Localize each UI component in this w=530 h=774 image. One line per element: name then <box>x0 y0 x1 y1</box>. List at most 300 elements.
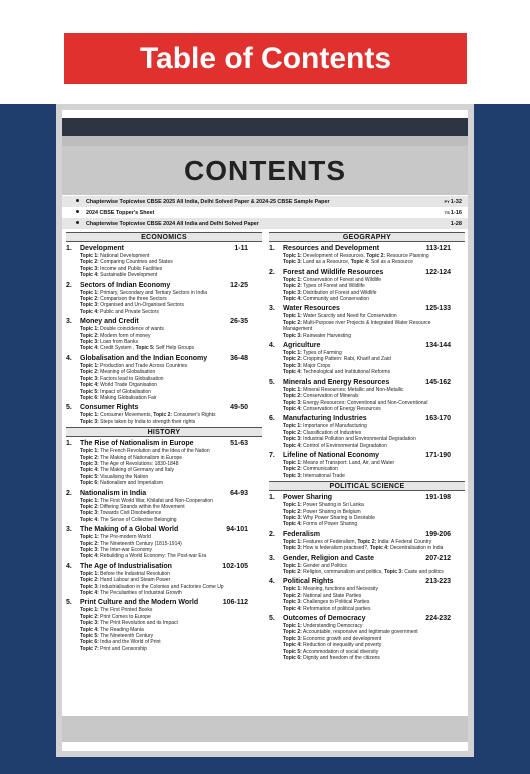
paper-row <box>62 207 468 218</box>
topic-label: Topic 4: <box>283 642 302 649</box>
topic-label: Topic 1: <box>283 253 302 259</box>
topic-text: Cropping Pattern: Rabi, Kharif and Zaid <box>301 356 391 363</box>
chapter-title: Political Rights <box>283 578 334 586</box>
topic-line <box>66 309 262 315</box>
topic-label: Topic 2: <box>80 296 99 303</box>
paper-title: 2024 CBSE Topper's Sheet <box>86 209 155 216</box>
chapter-title: Minerals and Energy Resources <box>283 378 390 386</box>
chapter-number: 1. <box>269 245 275 252</box>
topic-text: Hand Labour and Steam Power <box>98 577 171 584</box>
chapter-pages: 1-11 <box>234 245 248 252</box>
chapter-entry <box>66 439 262 486</box>
topic-label: Topic 1: <box>80 448 99 455</box>
topic-text: Why Power Sharing is Desirable <box>301 514 375 521</box>
topic-label: Topic 1: <box>80 289 99 296</box>
topic-label: Topic 2: <box>283 592 302 599</box>
chapter-number: 2. <box>269 530 275 538</box>
topic-text: Impact of Globalisation <box>98 388 152 395</box>
topic-text: Towards Civil Disobedience <box>98 510 162 517</box>
chapter-title: Nationalism in India <box>80 489 147 497</box>
right-column <box>269 232 465 663</box>
chapter-pages: 51-63 <box>230 440 248 448</box>
topic-label: Topic 3: <box>80 302 99 309</box>
topic-label: Topic 3: <box>80 460 99 467</box>
topic-text: Energy Resources: Conventional and Non-Conventional <box>301 399 428 406</box>
topic-label: Topic 3: <box>283 545 302 552</box>
topic-label: Topic 1: <box>283 276 302 283</box>
chapter-number: 1. <box>269 494 275 502</box>
topic-line <box>66 553 262 559</box>
topic-text: Multi-Purpose river Projects & Integrated Water Resource <box>301 319 431 326</box>
chapter-pages: 163-170 <box>425 415 451 423</box>
topic-text: Double coincidence of wants <box>98 326 164 333</box>
chapter-title: Federalism <box>283 530 320 538</box>
topic-text: Mineral Resources: Metallic and Non-Metallic <box>301 386 404 393</box>
topic-label: Topic 4: <box>80 516 99 523</box>
chapter-entry <box>269 493 465 528</box>
topic-line <box>66 480 262 486</box>
topic-text: Meaning of Globalisation <box>98 369 156 376</box>
topic-label: Topic 1: <box>80 253 99 259</box>
topic-text: Development of Resources, <box>301 253 367 259</box>
topic-label: Topic 3: <box>80 339 99 346</box>
top-grey-band <box>62 136 468 146</box>
topic-label: Topic 4: <box>283 605 302 612</box>
topic-text: The Print Revolution and its Impact <box>98 620 178 627</box>
topic-text: The Age of Revolutions: 1830-1848 <box>98 460 179 467</box>
chapter-entry <box>66 354 262 401</box>
chapter-entry <box>269 304 465 339</box>
topic-text: The First World War, Khilafat and Non-Cooperation <box>98 497 213 504</box>
topic-text: Reduction of inequality and poverty <box>301 642 382 649</box>
topic-text: The First Printed Books <box>98 607 153 614</box>
topic-label: Topic 4: <box>80 308 99 315</box>
topic-label: Topic 2: <box>366 253 386 259</box>
chapter-row <box>269 614 465 623</box>
section-heading: ECONOMICS <box>66 232 262 242</box>
topic-text: Power Sharing in Sri Lanka <box>301 502 364 509</box>
chapter-number: 2. <box>66 489 72 497</box>
topic-label: Topic 4: <box>80 272 99 279</box>
chapter-row <box>66 317 262 326</box>
topic-text: Community and Conservation <box>301 296 370 303</box>
topic-text: Comparison the three Sectors <box>98 296 167 303</box>
topic-label: Topic 1: <box>283 623 302 630</box>
topic-label: Topic 4: <box>350 259 370 266</box>
topic-label: Topic 4: <box>283 369 302 376</box>
topic-line <box>66 395 262 401</box>
chapter-entry <box>66 489 262 524</box>
topic-label: Topic 3: <box>283 472 302 479</box>
topic-label: Topic 2: <box>80 259 99 266</box>
topic-line <box>269 333 465 339</box>
topic-label: Topic 4: <box>80 590 99 597</box>
paper-pages <box>450 221 462 227</box>
topic-text: Dignity and freedom of the citizens <box>301 655 380 662</box>
topic-text: Classification of Industries <box>301 429 362 436</box>
chapter-pages: 145-162 <box>425 378 451 386</box>
topic-text: India: A Federal Country <box>376 538 432 545</box>
chapter-entry <box>269 451 465 479</box>
topic-text: Importance of Manufacturing <box>301 423 367 430</box>
topic-text: Communication <box>301 466 338 473</box>
topic-text: Religion, communalism and politics, <box>301 569 385 575</box>
paper-prefix: TS <box>444 209 450 215</box>
topic-text: Print and Censorship <box>98 645 147 652</box>
topic-line <box>269 406 465 412</box>
topic-text: The Peculiarities of Industrial Growth <box>98 590 182 597</box>
topic-label: Topic 1: <box>283 538 302 545</box>
chapter-row <box>269 451 465 460</box>
chapter-title: Power Sharing <box>283 494 333 502</box>
chapter-entry <box>269 577 465 612</box>
topic-text: Before the Industrial Revolution <box>98 570 170 577</box>
topic-text: Accommodation of social diversity <box>301 648 379 655</box>
topic-label: Topic 3: <box>283 332 302 339</box>
topic-text: The Sense of Collective Belonging <box>98 516 177 523</box>
topic-line <box>269 296 465 302</box>
chapter-number: 1. <box>66 440 72 448</box>
topic-label: Topic 1: <box>80 412 99 419</box>
chapter-number: 3. <box>66 526 72 534</box>
chapter-number: 4. <box>66 354 72 362</box>
chapter-pages: 36-48 <box>230 354 248 362</box>
chapter-entry <box>269 554 465 576</box>
chapter-row <box>269 530 465 539</box>
paper-page-range: 1-16 <box>450 209 462 216</box>
chapter-pages: 134-144 <box>425 342 451 350</box>
history-section <box>66 427 262 652</box>
topic-label: Topic 1: <box>80 362 99 369</box>
topic-label: Topic 3: <box>80 583 99 590</box>
topic-line <box>269 473 465 479</box>
topic-label: Topic 2: <box>153 412 173 419</box>
topic-label: Topic 2: <box>80 613 99 620</box>
topic-text: Nationalism and Imperialism <box>98 480 163 487</box>
topic-text: Decentralisation in India <box>388 545 444 552</box>
topic-label: Topic 2: <box>80 577 99 584</box>
chapter-row <box>66 598 262 607</box>
topic-label: Topic 4: <box>283 442 302 449</box>
topic-label: Topic 5: <box>283 648 302 655</box>
chapter-pages: 125-133 <box>425 305 451 313</box>
topic-text: Conservation of Energy Resources <box>301 405 381 412</box>
topic-label: Topic 1: <box>283 459 302 466</box>
bullet-icon <box>76 199 79 202</box>
topic-label: Topic 1: <box>80 570 99 577</box>
topic-label: Topic 1: <box>283 562 302 569</box>
topic-label: Topic 2: <box>283 508 302 515</box>
topic-text: The Pre-modern World <box>98 534 151 541</box>
chapter-row <box>66 281 262 290</box>
chapter-row <box>269 341 465 350</box>
topic-label: Topic 4: <box>80 553 99 560</box>
paper-title: Chapterwise Topicwise CBSE 2025 All India, Delhi Solved Paper & 2024-25 CBSE Sample Paper <box>86 198 330 205</box>
chapter-entry <box>66 281 262 316</box>
chapter-entry <box>66 562 262 597</box>
left-column <box>66 232 262 654</box>
topic-text: Production and Trade Across Countries <box>98 362 188 369</box>
topic-text: Types of Farming <box>301 350 342 357</box>
chapter-row <box>66 439 262 448</box>
chapter-number: 7. <box>269 451 275 459</box>
chapter-row <box>66 354 262 363</box>
topic-label: Topic 3: <box>384 569 403 575</box>
topic-text: Distribution of Forest and Wildlife <box>301 289 377 296</box>
chapter-entry <box>66 244 262 279</box>
topic-label: Topic 4: <box>283 296 302 303</box>
topic-label: Topic 3: <box>80 510 99 517</box>
chapter-title: Money and Credit <box>80 318 139 326</box>
topic-text: Land as a Resource, <box>301 259 351 266</box>
topic-label: Topic 5: <box>80 388 99 395</box>
topic-label: Topic 4: <box>369 545 389 552</box>
bottom-grey-band <box>62 716 468 742</box>
chapter-number: 6. <box>269 415 275 423</box>
economics-section <box>66 232 262 425</box>
chapter-title: The Rise of Nationalism in Europe <box>80 440 194 448</box>
chapter-title: Lifeline of National Economy <box>283 451 380 459</box>
chapter-title: Gender, Religion and Caste <box>283 554 375 562</box>
topic-label: Topic 2: <box>80 369 99 376</box>
topic-text: Forms of Power Sharing <box>301 521 358 528</box>
topic-label: Topic 2: <box>283 466 302 473</box>
chapter-number: 3. <box>66 318 72 326</box>
chapter-row <box>269 268 465 277</box>
chapter-title: Forest and Wildlife Resources <box>283 268 384 276</box>
topic-text: Industrial Pollution and Environmental Degradation <box>301 436 416 443</box>
political-science-section <box>269 481 465 661</box>
topic-text: Steps taken by India to strength their rights <box>98 418 196 425</box>
chapter-entry <box>269 414 465 449</box>
chapter-number: 5. <box>269 378 275 386</box>
topic-label: Topic 3: <box>283 399 302 406</box>
topic-text: Industrialisation in the Colonies and Factories Come Up <box>98 583 224 590</box>
topic-text: Understanding Democracy <box>301 623 363 630</box>
chapter-pages: 224-232 <box>425 615 451 623</box>
chapter-title: Outcomes of Democracy <box>283 615 366 623</box>
chapter-row <box>269 244 465 253</box>
topic-text: Types of Forest and Wildlife <box>301 283 365 290</box>
section-heading: HISTORY <box>66 427 262 437</box>
chapter-title: Globalisation and the Indian Economy <box>80 354 208 362</box>
topic-line <box>269 369 465 375</box>
paper-prefix: PY <box>444 198 450 204</box>
topic-label: Topic 6: <box>283 655 302 662</box>
topic-line <box>66 419 262 425</box>
topic-text: India and the World of Print <box>98 639 161 646</box>
topic-text: International Trade <box>301 472 345 479</box>
topic-text: Economic growth and development <box>301 635 382 642</box>
topic-text: Public and Private Sectors <box>98 308 159 315</box>
chapter-row <box>269 378 465 387</box>
topic-line <box>269 606 465 612</box>
chapter-title: Sectors of Indian Economy <box>80 281 171 289</box>
chapter-entry <box>269 268 465 303</box>
chapter-title: Print Culture and the Modern World <box>80 599 199 607</box>
topic-text: Resource Planning <box>385 253 429 259</box>
chapter-title: Consumer Rights <box>80 404 139 412</box>
topic-label: Topic 4: <box>80 626 99 633</box>
chapter-pages: 213-223 <box>425 578 451 586</box>
chapter-pages: 113-121 <box>425 245 451 252</box>
chapter-row <box>66 562 262 571</box>
topic-text: Print Comes to Europe <box>98 613 151 620</box>
top-dark-band <box>62 118 468 136</box>
chapter-entry <box>269 244 465 266</box>
topic-label: Topic 2: <box>80 332 99 339</box>
chapter-pages: 64-93 <box>230 489 248 497</box>
solved-papers-list <box>62 196 468 229</box>
topic-text: Modern form of money <box>98 332 151 339</box>
chapter-pages: 191-198 <box>425 494 451 502</box>
bullet-icon <box>76 221 79 224</box>
topic-label: Topic 2: <box>283 569 302 575</box>
topic-line <box>66 590 262 596</box>
bullet-icon <box>76 210 79 213</box>
chapter-entry <box>269 341 465 376</box>
topic-text: Power Sharing in Belgium <box>301 508 361 515</box>
topic-text: Gender and Politics <box>301 562 347 569</box>
topic-line <box>66 272 262 278</box>
topic-label: Topic 2: <box>80 540 99 547</box>
topic-text: Self Help Groups <box>154 345 195 352</box>
topic-text: Management <box>283 326 313 333</box>
chapter-row <box>269 554 465 563</box>
chapter-pages: 102-105 <box>222 562 248 570</box>
chapter-title: Agriculture <box>283 342 321 350</box>
page-title: Table of Contents <box>139 41 392 75</box>
topic-label: Topic 3: <box>80 375 99 382</box>
topic-text: Comparing Countries and States <box>98 259 173 266</box>
topic-text: Credit System , <box>98 345 136 352</box>
section-heading: GEOGRAPHY <box>269 232 465 242</box>
topic-label: Topic 3: <box>283 362 302 369</box>
topic-label: Topic 3: <box>80 547 99 553</box>
paper-row <box>62 218 468 229</box>
chapter-number: 4. <box>66 562 72 570</box>
topic-text: Visualising the Nation <box>98 473 149 480</box>
chapter-row <box>269 304 465 313</box>
topic-label: Topic 3: <box>283 599 302 606</box>
topic-line <box>66 517 262 523</box>
topic-label: Topic 6: <box>80 394 99 401</box>
chapter-number: 3. <box>269 305 275 313</box>
topic-text: World Trade Organisation <box>98 382 158 389</box>
topic-label: Topic 5: <box>80 633 99 640</box>
topic-text: Challenges to Political Parties <box>301 599 370 606</box>
topic-text: Differing Strands within the Movement <box>98 503 185 510</box>
geography-section <box>269 232 465 479</box>
topic-label: Topic 1: <box>80 534 99 541</box>
chapter-row <box>66 244 262 253</box>
topic-text: Organised and Un-Organised Sectors <box>98 302 184 309</box>
topic-text: The Making of Nationalism in Europe <box>98 454 183 461</box>
topic-text: Making Globalisation Fair <box>98 394 157 401</box>
paper-pages <box>444 199 462 205</box>
topic-text: Conservation of Minerals <box>301 393 359 400</box>
topic-line <box>66 646 262 652</box>
topic-text: The Inter-war Economy <box>98 547 153 553</box>
topic-line <box>269 521 465 527</box>
chapter-row <box>66 489 262 498</box>
topic-text: Rainwater Harvesting <box>301 332 351 339</box>
paper-title: Chapterwise Topicwise CBSE 2024 All India and Delhi Solved Paper <box>86 220 259 227</box>
topic-label: Topic 1: <box>283 586 302 593</box>
topic-text: Means of Transport: Land, Air, and Water <box>301 459 395 466</box>
chapter-title: Resources and Development <box>283 245 380 252</box>
chapter-pages: 207-212 <box>425 554 451 562</box>
topic-label: Topic 1: <box>283 423 302 430</box>
chapter-number: 4. <box>269 342 275 350</box>
topic-text: Accountable, responsive and legitimate government <box>301 629 418 636</box>
topic-label: Topic 4: <box>80 345 99 352</box>
chapter-number: 2. <box>269 268 275 276</box>
topic-text: The Making of Germany and Italy <box>98 467 175 474</box>
contents-heading-text: CONTENTS <box>184 154 346 186</box>
topic-label: Topic 2: <box>283 319 302 326</box>
chapter-number: 5. <box>269 615 275 623</box>
chapter-entry <box>269 530 465 552</box>
chapter-pages: 26-35 <box>230 318 248 326</box>
chapter-number: 5. <box>66 404 72 412</box>
topic-label: Topic 1: <box>283 386 302 393</box>
topic-label: Topic 3: <box>283 436 302 443</box>
chapter-row <box>66 525 262 534</box>
chapter-title: The Age of Industrialisation <box>80 562 172 570</box>
topic-label: Topic 2: <box>80 454 99 461</box>
chapter-pages: 122-124 <box>425 268 451 276</box>
chapter-entry <box>269 378 465 413</box>
topic-line <box>269 545 465 551</box>
chapter-entry <box>269 614 465 661</box>
chapter-row <box>269 577 465 586</box>
topic-text: The Reading Mania <box>98 626 144 633</box>
topic-label: Topic 2: <box>283 356 302 363</box>
chapter-title: The Making of a Global World <box>80 526 179 534</box>
topic-label: Topic 2: <box>283 429 302 436</box>
chapter-row <box>269 414 465 423</box>
topic-label: Topic 4: <box>80 467 99 474</box>
topic-text: Consumer Movements, <box>98 412 154 419</box>
chapter-entry <box>66 403 262 425</box>
topic-label: Topic 2: <box>283 283 302 290</box>
topic-text: Water Scarcity and Need for Conservation <box>301 313 397 320</box>
topic-text: Technological and Institutional Reforms <box>301 369 391 376</box>
chapter-number: 2. <box>66 281 72 289</box>
topic-label: Topic 2: <box>80 503 99 510</box>
topic-text: The Nineteenth Century <box>98 633 154 640</box>
page-title-banner <box>64 33 467 84</box>
topic-line <box>269 259 465 265</box>
chapter-row <box>269 493 465 502</box>
paper-page-range: 1-28 <box>450 220 462 227</box>
topic-text: The French Revolution and the Idea of the Nation <box>98 448 210 455</box>
topic-label: Topic 6: <box>80 480 99 487</box>
chapter-title: Water Resources <box>283 305 340 313</box>
topic-label: Topic 3: <box>80 620 99 627</box>
topic-line <box>269 655 465 661</box>
chapter-title: Manufacturing Industries <box>283 415 367 423</box>
section-heading: POLITICAL SCIENCE <box>269 481 465 491</box>
topic-label: Topic 1: <box>80 326 99 333</box>
chapter-entry <box>66 525 262 560</box>
topic-text: Loan from Banks <box>98 339 138 346</box>
topic-text: Conservation of Forest and Wildlife <box>301 276 381 283</box>
topic-text: How is federalism practised?, <box>301 545 370 552</box>
chapter-number: 4. <box>269 578 275 586</box>
topic-label: Topic 3: <box>80 418 99 425</box>
